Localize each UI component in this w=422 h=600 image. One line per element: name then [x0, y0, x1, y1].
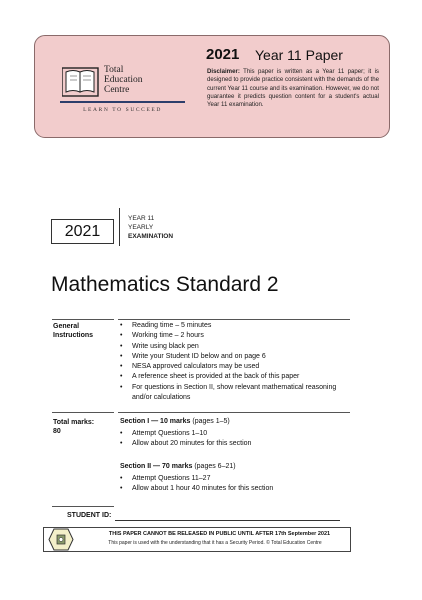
section-1-list — [120, 429, 340, 450]
subject-title: Mathematics Standard 2 — [51, 273, 279, 296]
brand-divider — [60, 101, 185, 103]
exam-year-box: 2021 — [51, 219, 114, 244]
paper-title: Year 11 Paper — [255, 47, 343, 63]
list-item: • NESA approved calculators may be used — [120, 362, 340, 372]
general-divider — [52, 319, 114, 320]
general-instructions-list — [120, 321, 340, 403]
list-item: • Allow about 1 hour 40 minutes for this section — [120, 484, 340, 494]
marks-divider-right — [118, 412, 350, 413]
list-item: • Write using black pen — [120, 342, 340, 352]
disclaimer-label: Disclaimer: — [207, 68, 240, 75]
exam-line-2: YEARLY — [128, 224, 154, 231]
section-1-title: Section I — 10 marks — [120, 418, 191, 425]
section-2-heading — [120, 463, 236, 470]
section-1-pages: (pages 1–5) — [192, 418, 230, 425]
section-2-title: Section II — 70 marks — [120, 463, 193, 470]
list-item: • Attempt Questions 1–10 — [120, 429, 340, 439]
vertical-divider — [119, 208, 120, 246]
exam-line-1: YEAR 11 — [128, 215, 155, 222]
release-notice: THIS PAPER CANNOT BE RELEASED IN PUBLIC UNTIL AFTER 17th September 2021 — [108, 531, 331, 537]
total-marks-label: Total marks: — [53, 419, 95, 426]
brand-tagline: LEARN TO SUCCEED — [83, 107, 162, 113]
general-divider-right — [118, 319, 350, 320]
list-item: • A reference sheet is provided at the back of this paper — [120, 372, 340, 382]
marks-divider — [52, 412, 114, 413]
list-item: • Working time – 2 hours — [120, 331, 340, 341]
section-2-pages: (pages 6–21) — [194, 463, 236, 470]
list-item: • Attempt Questions 11–27 — [120, 474, 340, 484]
student-divider — [52, 506, 114, 507]
brand-line-2: Education — [104, 75, 143, 85]
brand-line-1: Total — [104, 65, 124, 75]
list-item: • Write your Student ID below and on page 6 — [120, 352, 340, 362]
student-id-label: STUDENT ID: — [67, 512, 112, 519]
general-label-2: Instructions — [53, 332, 94, 339]
student-id-field[interactable] — [115, 520, 340, 521]
list-item: • Allow about 20 minutes for this section — [120, 439, 340, 449]
disclaimer — [207, 68, 379, 109]
exam-line-3: EXAMINATION — [128, 233, 174, 240]
total-marks-value: 80 — [53, 428, 61, 435]
section-2-list — [120, 474, 340, 495]
disclaimer-text: This paper is written as a Year 11 paper; it is designed to provide practice consistent with the demands of the current Year 11 course and its examination. However, we do not guarantee it predicts question content for a student's actual Year 11 examination. — [207, 68, 379, 109]
brand-line-3: Centre — [104, 85, 130, 95]
security-seal-icon — [48, 528, 74, 551]
list-item: • For questions in Section II, show relevant mathematical reasoning and/or calculations — [120, 383, 340, 404]
paper-year: 2021 — [206, 46, 240, 63]
security-note: This paper is used with the understanding that it has a Security Period. © Total Education Centre — [108, 540, 322, 546]
section-1-heading — [120, 418, 230, 425]
list-item: • Reading time – 5 minutes — [120, 321, 340, 331]
general-label-1: General — [53, 323, 80, 330]
